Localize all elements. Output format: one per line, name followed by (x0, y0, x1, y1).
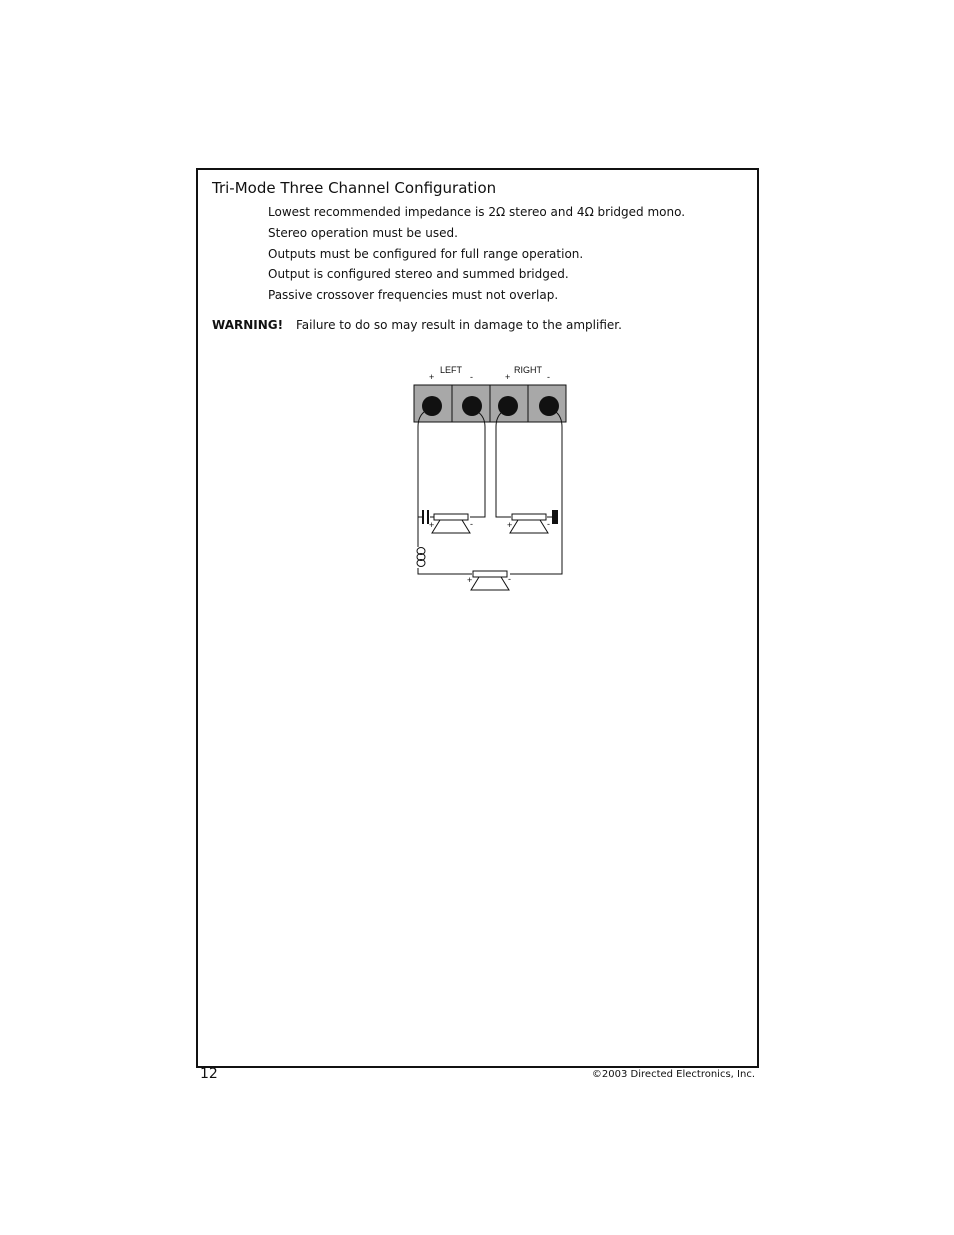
bridged-speaker (471, 571, 509, 590)
requirement-stereo: Stereo operation must be used. (268, 226, 458, 240)
terminal-right-minus (539, 396, 559, 416)
requirement-summed-bridged: Output is configured stereo and summed bridged. (268, 267, 569, 281)
page-frame (196, 168, 759, 1068)
left-channel-label: LEFT (440, 365, 463, 375)
warning-label: WARNING! (212, 318, 284, 332)
left-plus-sign: + (429, 372, 435, 382)
left-capacitor (423, 510, 428, 524)
requirement-full-range: Outputs must be configured for full range operation. (268, 247, 584, 261)
inductor (417, 548, 425, 567)
right-plus-sign: + (505, 372, 511, 382)
bridged-speaker-plus: + (467, 575, 473, 585)
wires (418, 412, 562, 574)
right-capacitor (552, 510, 558, 524)
copyright-notice: ©2003 Directed Electronics, Inc. (591, 1069, 755, 1080)
requirement-crossover: Passive crossover frequencies must not overlap. (268, 288, 559, 302)
warning-text: Failure to do so may result in damage to the amplifier. (296, 318, 622, 332)
right-speaker-minus: - (547, 519, 550, 529)
page-number: 12 (200, 1066, 218, 1082)
left-speaker-minus: - (470, 519, 473, 529)
left-minus-sign: - (470, 372, 473, 382)
wiring-diagram (400, 355, 580, 600)
terminal-block (414, 385, 566, 422)
right-speaker (510, 514, 548, 533)
right-channel-label: RIGHT (514, 365, 542, 375)
left-speaker (432, 514, 470, 533)
requirement-impedance: Lowest recommended impedance is 2Ω stereo and 4Ω bridged mono. (268, 205, 686, 219)
right-minus-sign: - (547, 372, 550, 382)
bridged-speaker-minus: - (508, 574, 511, 584)
section-title: Tri-Mode Three Channel Configuration (212, 179, 497, 197)
right-speaker-plus: + (507, 520, 513, 530)
left-speaker-plus: + (429, 520, 435, 530)
terminal-left-plus (422, 396, 442, 416)
